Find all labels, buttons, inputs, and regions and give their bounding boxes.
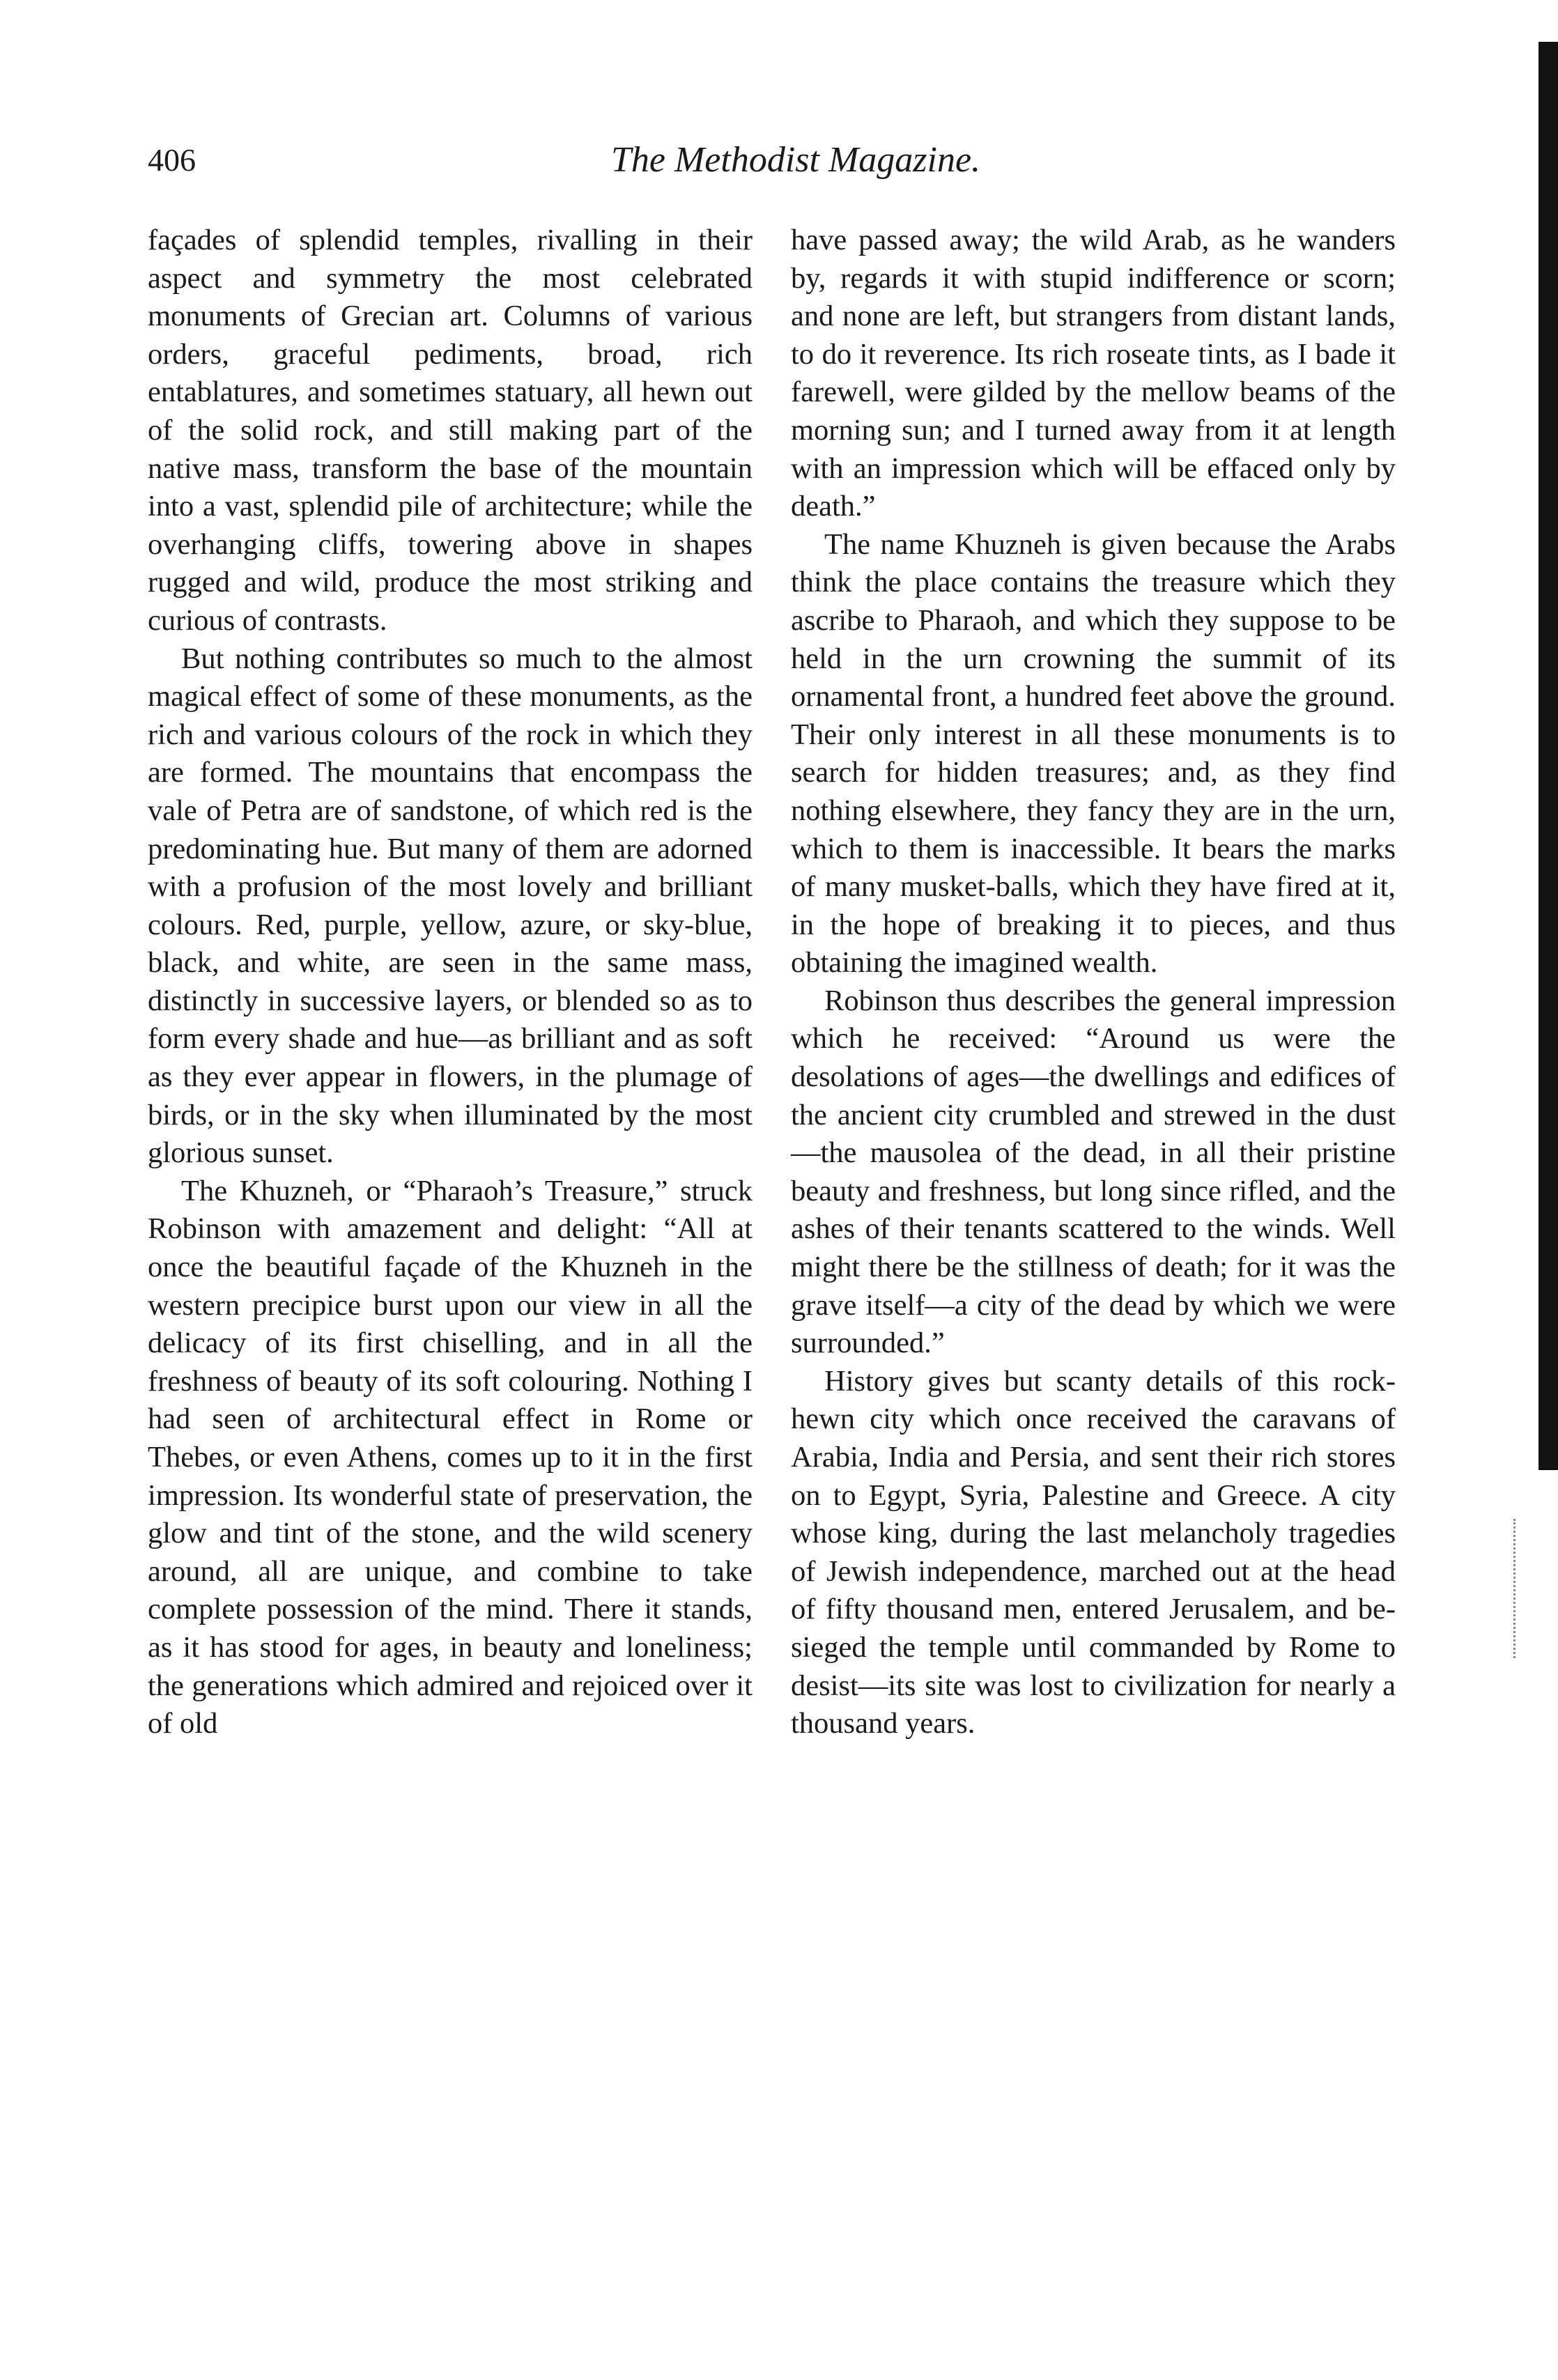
magazine-title: The Methodist Magazine.: [610, 140, 981, 180]
left-column: [148, 222, 753, 1743]
scan-edge-dots: [1513, 1519, 1518, 1658]
running-head: [148, 139, 1444, 188]
right-paragraph-4: History gives but scanty details of this rock-hewn city which once received the caravans of Arabia, India and Persia, and sent their rich stores on to Egypt, Syria, Palestine and Greece. A city whose king, during the last melancholy tragedies of Jewish independence, marched out at the head of fifty thousand men, entered Jerusalem, and besieged the temple until commanded by Rome to desist—its site was lost to civilization for nearly a thousand years.: [791, 1364, 1396, 1740]
right-paragraph-1: have passed away; the wild Arab, as he wanders by, regards it with stupid indifference or scorn; and none are left, but strangers from distant lands, to do it reverence. Its rich roseate tints, as I bade it farewell, were gilded by the mellow beams of the morning sun; and I turned away from it at length with an impression which will be effaced only by death.”: [791, 224, 1396, 523]
scan-edge-bar: [1538, 42, 1558, 1470]
left-paragraph-3: The Khuzneh, or “Pharaoh’s Treasure,” struck Robinson with amazement and delight: “All at once the beautiful façade of the Khuzneh in the western precipice burst upon our view in all the delicacy of its first chiselling, and in all the freshness of beauty of its soft colouring. Nothing I had seen of architectural effect in Rome or Thebes, or even Athens, comes up to it in the first impression. Its wonderful state of preservation, the glow and tint of the stone, and the wild scenery around, all are unique, and combine to take complete possession of the mind. There it stands, as it has stood for ages, in beauty and loneliness; the generations which admired and rejoiced over it of old: [148, 1174, 753, 1740]
right-paragraph-3: Robinson thus describes the general impression which he received: “Around us were the desolations of ages—the dwellings and edifices of the ancient city crumbled and strewed in the dust—the mausolea of the dead, in all their pristine beauty and freshness, but long since rifled, and the ashes of their tenants scattered to the winds. Well might there be the stillness of death; for it was the grave itself—a city of the dead by which we were surrounded.”: [791, 984, 1396, 1360]
right-paragraph-2: The name Khuzneh is given because the Arabs think the place contains the treasure which they ascribe to Pharaoh, and which they suppose to be held in the urn crowning the summit of its ornamental front, a hundred feet above the ground. Their only interest in all these monuments is to search for hidden treasures; and, as they find nothing elsewhere, they fancy they are in the urn, which to them is inaccessible. It bears the marks of many musket-balls, which they have fired at it, in the hope of breaking it to pieces, and thus obtaining the imagined wealth.: [791, 527, 1396, 980]
right-column: [791, 222, 1396, 1743]
left-paragraph-2: But nothing contributes so much to the almost magical effect of some of these monuments, as the rich and various colours of the rock in which they are formed. The mountains that encompass the vale of Petra are of sandstone, of which red is the predominating hue. But many of them are adorned with a profusion of the most lovely and brilliant colours. Red, purple, yellow, azure, or sky-blue, black, and white, are seen in the same mass, distinctly in successive layers, or blended so as to form every shade and hue—as brilliant and as soft as they ever appear in flowers, in the plumage of birds, or in the sky when illuminated by the most glorious sunset.: [148, 642, 753, 1170]
left-paragraph-1: façades of splendid temples, rivalling in their aspect and symmetry the most celebrated monuments of Grecian art. Columns of various orders, graceful pediments, broad, rich entablatures, and sometimes statuary, all hewn out of the solid rock, and still making part of the native mass, transform the base of the mountain into a vast, splendid pile of architecture; while the overhanging cliffs, towering above in shapes rugged and wild, produce the most striking and curious of contrasts.: [148, 224, 753, 637]
page-number: 406: [148, 142, 196, 178]
